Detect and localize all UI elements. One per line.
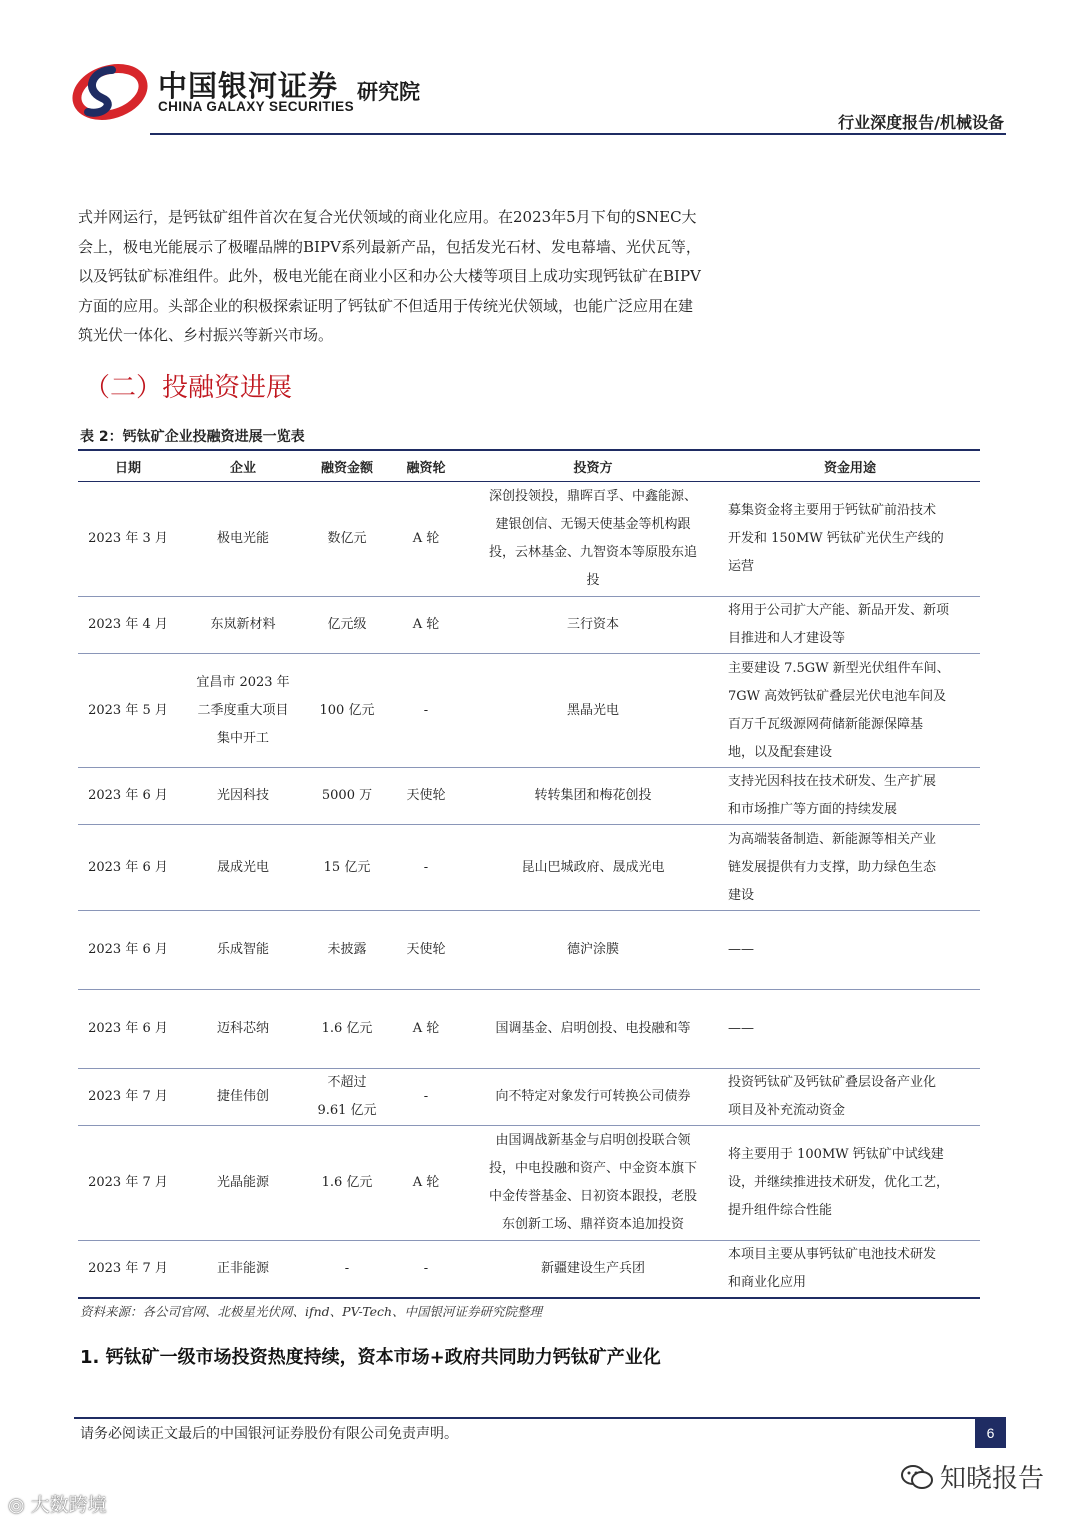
cell-fund-use-line: 投资钙钛矿及钙钛矿叠层设备产业化 bbox=[728, 1075, 937, 1090]
cell-investors bbox=[466, 1126, 720, 1241]
section-title: （二）投融资进展 bbox=[84, 373, 293, 403]
cell-fund-use-line: —— bbox=[728, 1021, 754, 1036]
intro-line: 方面的应用。头部企业的积极探索证明了钙钛矿不但适用于传统光伏领域，也能广泛应用在建 bbox=[78, 296, 694, 315]
cell-fund-use bbox=[720, 990, 980, 1069]
cell-investors-line: 投 bbox=[586, 573, 600, 588]
cell-investors-line: 昆山巴城政府、晟成光电 bbox=[521, 859, 665, 875]
report-type: 行业深度报告/机械设备 bbox=[838, 113, 1004, 132]
cell-round: - bbox=[386, 654, 466, 768]
brand-name-en: CHINA GALAXY SECURITIES bbox=[158, 99, 354, 114]
cell-date: 2023 年 5 月 bbox=[78, 654, 178, 768]
cell-fund-use-line: 募集资金将主要用于钙钛矿前沿技术 bbox=[728, 503, 937, 518]
cell-round: A 轮 bbox=[386, 1126, 466, 1241]
cell-company: 晟成光电 bbox=[178, 825, 308, 911]
cell-investors-line: 黑晶光电 bbox=[566, 702, 619, 718]
cell-fund-use bbox=[720, 768, 980, 825]
cell-company-line: 宜昌市 2023 年 bbox=[196, 674, 290, 690]
cell-fund-use-line: 将用于公司扩大产能、新品开发、新项 bbox=[728, 603, 950, 618]
cell-fund-use bbox=[720, 1241, 980, 1299]
cell-round: - bbox=[386, 825, 466, 911]
table-row bbox=[78, 1241, 980, 1299]
cell-amount: 1.6 亿元 bbox=[308, 1126, 386, 1241]
table-row bbox=[78, 768, 980, 825]
footer-divider bbox=[74, 1417, 1006, 1419]
cell-investors-line: 中金传誉基金、日初资本跟投，老股 bbox=[488, 1189, 697, 1204]
intro-line: 以及钙钛矿标准组件。此外，极电光能在商业小区和办公大楼等项目上成功实现钙钛矿在BIPV bbox=[78, 267, 701, 285]
cell-round: 天使轮 bbox=[386, 768, 466, 825]
cell-company: 光因科技 bbox=[178, 768, 308, 825]
cell-fund-use-line: 支持光因科技在技术研发、生产扩展 bbox=[728, 774, 937, 789]
cell-investors bbox=[466, 990, 720, 1069]
cell-amount: 5000 万 bbox=[308, 768, 386, 825]
cell-date: 2023 年 4 月 bbox=[78, 597, 178, 654]
cell-amount: - bbox=[308, 1241, 386, 1299]
cell-company: 捷佳伟创 bbox=[178, 1069, 308, 1126]
cell-amount-line: 不超过 bbox=[327, 1075, 367, 1090]
cell-date: 2023 年 6 月 bbox=[78, 911, 178, 990]
cell-investors-line: 德沪涂膜 bbox=[566, 942, 619, 957]
table-row bbox=[78, 1069, 980, 1126]
header-date: 日期 bbox=[78, 450, 178, 482]
table-row bbox=[78, 990, 980, 1069]
cell-fund-use bbox=[720, 482, 980, 597]
cell-fund-use-line: 建设 bbox=[728, 887, 755, 903]
cell-fund-use-line: —— bbox=[728, 942, 754, 957]
cell-fund-use bbox=[720, 1126, 980, 1241]
cell-investors-line: 由国调战新基金与启明创投联合领 bbox=[495, 1133, 691, 1148]
cell-amount: 15 亿元 bbox=[308, 825, 386, 911]
cell-investors-line: 投，中电投融和资产、中金资本旗下 bbox=[488, 1161, 697, 1176]
cell-investors-line: 向不特定对象发行可转换公司债券 bbox=[495, 1089, 691, 1104]
cell-date: 2023 年 6 月 bbox=[78, 768, 178, 825]
cell-company: 正非能源 bbox=[178, 1241, 308, 1299]
cell-investors-line: 三行资本 bbox=[566, 617, 619, 632]
cell-fund-use-line: 链发展提供有力支撑，助力绿色生态 bbox=[728, 859, 937, 875]
cell-fund-use-line: 设，并继续推进技术研发，优化工艺， bbox=[728, 1175, 950, 1190]
financing-table bbox=[78, 449, 980, 1299]
table-row bbox=[78, 1126, 980, 1241]
cell-investors-line: 投，云林基金、九智资本等原股东追 bbox=[488, 545, 697, 560]
cell-amount: 亿元级 bbox=[308, 597, 386, 654]
cell-amount: 100 亿元 bbox=[308, 654, 386, 768]
cell-company: 光晶能源 bbox=[178, 1126, 308, 1241]
cell-investors bbox=[466, 597, 720, 654]
footer-disclaimer: 请务必阅读正文最后的中国银河证券股份有限公司免责声明。 bbox=[80, 1426, 458, 1442]
cell-fund-use-line: 7GW 高效钙钛矿叠层光伏电池车间及 bbox=[728, 688, 947, 704]
cell-round: - bbox=[386, 1241, 466, 1299]
cell-date: 2023 年 7 月 bbox=[78, 1241, 178, 1299]
wechat-icon bbox=[900, 1463, 934, 1491]
cell-date: 2023 年 7 月 bbox=[78, 1069, 178, 1126]
watermark-left bbox=[8, 1490, 107, 1517]
table-row bbox=[78, 911, 980, 990]
cell-round: A 轮 bbox=[386, 990, 466, 1069]
cell-round: A 轮 bbox=[386, 482, 466, 597]
intro-paragraph bbox=[78, 203, 818, 351]
cell-investors-line: 建银创信、无锡天使基金等机构跟 bbox=[495, 517, 691, 532]
cell-company-line: 二季度重大项目 bbox=[197, 702, 289, 718]
cell-investors-line: 东创新工场、鼎祥资本追加投资 bbox=[501, 1217, 684, 1232]
cell-amount: 未披露 bbox=[308, 911, 386, 990]
cell-investors bbox=[466, 482, 720, 597]
cell-investors-line: 深创投领投，鼎晖百孚、中鑫能源、 bbox=[488, 489, 697, 504]
header-divider bbox=[150, 133, 1006, 135]
sub-heading: 1. 钙钛矿一级市场投资热度持续，资本市场+政府共同助力钙钛矿产业化 bbox=[80, 1347, 661, 1368]
cell-fund-use-line: 运营 bbox=[728, 559, 755, 574]
cell-date: 2023 年 3 月 bbox=[78, 482, 178, 597]
institute-name: 研究院 bbox=[357, 80, 420, 104]
cell-amount bbox=[308, 1069, 386, 1126]
cell-investors-line: 新疆建设生产兵团 bbox=[540, 1261, 645, 1276]
table-caption: 表 2：钙钛矿企业投融资进展一览表 bbox=[80, 429, 305, 445]
cell-round: - bbox=[386, 1069, 466, 1126]
cell-fund-use-line: 地，以及配套建设 bbox=[728, 744, 833, 760]
cell-fund-use bbox=[720, 911, 980, 990]
cell-fund-use-line: 将主要用于 100MW 钙钛矿中试线建 bbox=[728, 1147, 944, 1162]
watermark-right-text: 知晓报告 bbox=[940, 1464, 1045, 1494]
header-amount: 融资金额 bbox=[308, 450, 386, 482]
cell-investors bbox=[466, 654, 720, 768]
header-company: 企业 bbox=[178, 450, 308, 482]
cell-fund-use-line: 目推进和人才建设等 bbox=[728, 631, 846, 646]
cell-date: 2023 年 6 月 bbox=[78, 990, 178, 1069]
cell-company bbox=[178, 654, 308, 768]
intro-line: 筑光伏一体化、乡村振兴等新兴市场。 bbox=[78, 326, 334, 344]
cell-fund-use-line: 百万千瓦级源网荷储新能源保障基 bbox=[728, 716, 924, 732]
cell-fund-use-line: 开发和 150MW 钙钛矿光伏生产线的 bbox=[728, 531, 944, 546]
cell-round: A 轮 bbox=[386, 597, 466, 654]
cell-amount: 1.6 亿元 bbox=[308, 990, 386, 1069]
cell-company: 迈科芯纳 bbox=[178, 990, 308, 1069]
cell-fund-use bbox=[720, 654, 980, 768]
table-header-row bbox=[78, 450, 980, 482]
watermark-left-text: 大数跨境 bbox=[30, 1494, 107, 1516]
cell-date: 2023 年 6 月 bbox=[78, 825, 178, 911]
watermark-right bbox=[900, 1458, 1044, 1495]
cell-company: 东岚新材料 bbox=[178, 597, 308, 654]
cell-fund-use-line: 本项目主要从事钙钛矿电池技术研发 bbox=[728, 1247, 937, 1262]
table-body bbox=[78, 482, 980, 1299]
header-investors: 投资方 bbox=[466, 450, 720, 482]
header-round: 融资轮 bbox=[386, 450, 466, 482]
cell-company: 乐成智能 bbox=[178, 911, 308, 990]
header-fund-use: 资金用途 bbox=[720, 450, 980, 482]
page-number: 6 bbox=[975, 1419, 1006, 1448]
cell-fund-use-line: 提升组件综合性能 bbox=[728, 1203, 833, 1218]
cell-investors bbox=[466, 1069, 720, 1126]
cell-fund-use-line: 项目及补充流动资金 bbox=[728, 1103, 846, 1118]
cell-round: 天使轮 bbox=[386, 911, 466, 990]
cell-company-line: 集中开工 bbox=[216, 730, 269, 746]
cell-investors bbox=[466, 1241, 720, 1299]
cell-investors-line: 国调基金、启明创投、电投融和等 bbox=[495, 1021, 691, 1036]
table-row bbox=[78, 597, 980, 654]
cell-amount: 数亿元 bbox=[308, 482, 386, 597]
cell-fund-use-line: 主要建设 7.5GW 新型光伏组件车间、 bbox=[728, 660, 950, 676]
cell-fund-use-line: 和市场推广等方面的持续发展 bbox=[728, 802, 898, 817]
cell-amount-line: 9.61 亿元 bbox=[317, 1103, 377, 1118]
cell-investors bbox=[466, 825, 720, 911]
intro-line: 式并网运行，是钙钛矿组件首次在复合光伏领域的商业化应用。在2023年5月下旬的SNEC大 bbox=[78, 208, 697, 226]
cell-fund-use bbox=[720, 825, 980, 911]
cell-fund-use bbox=[720, 1069, 980, 1126]
table-row bbox=[78, 482, 980, 597]
intro-line: 会上，极电光能展示了极曜品牌的BIPV系列最新产品，包括发光石材、发电幕墙、光伏瓦等， bbox=[78, 237, 701, 256]
cell-investors bbox=[466, 768, 720, 825]
cell-investors-line: 转转集团和梅花创投 bbox=[534, 788, 652, 803]
watermark-weibo-icon: ◎ bbox=[8, 1494, 25, 1516]
table-row bbox=[78, 654, 980, 768]
cell-fund-use bbox=[720, 597, 980, 654]
cell-date: 2023 年 7 月 bbox=[78, 1126, 178, 1241]
cell-fund-use-line: 为高端装备制造、新能源等相关产业 bbox=[728, 831, 937, 847]
cell-investors bbox=[466, 911, 720, 990]
table-row bbox=[78, 825, 980, 911]
source-note: 资料来源：各公司官网、北极星光伏网、ifnd、PV-Tech、中国银河证券研究院整理 bbox=[80, 1304, 543, 1319]
brand-name-cn: 中国银河证券 bbox=[158, 69, 339, 103]
cell-fund-use-line: 和商业化应用 bbox=[728, 1275, 807, 1290]
cell-company: 极电光能 bbox=[178, 482, 308, 597]
brand-logo bbox=[72, 58, 152, 120]
